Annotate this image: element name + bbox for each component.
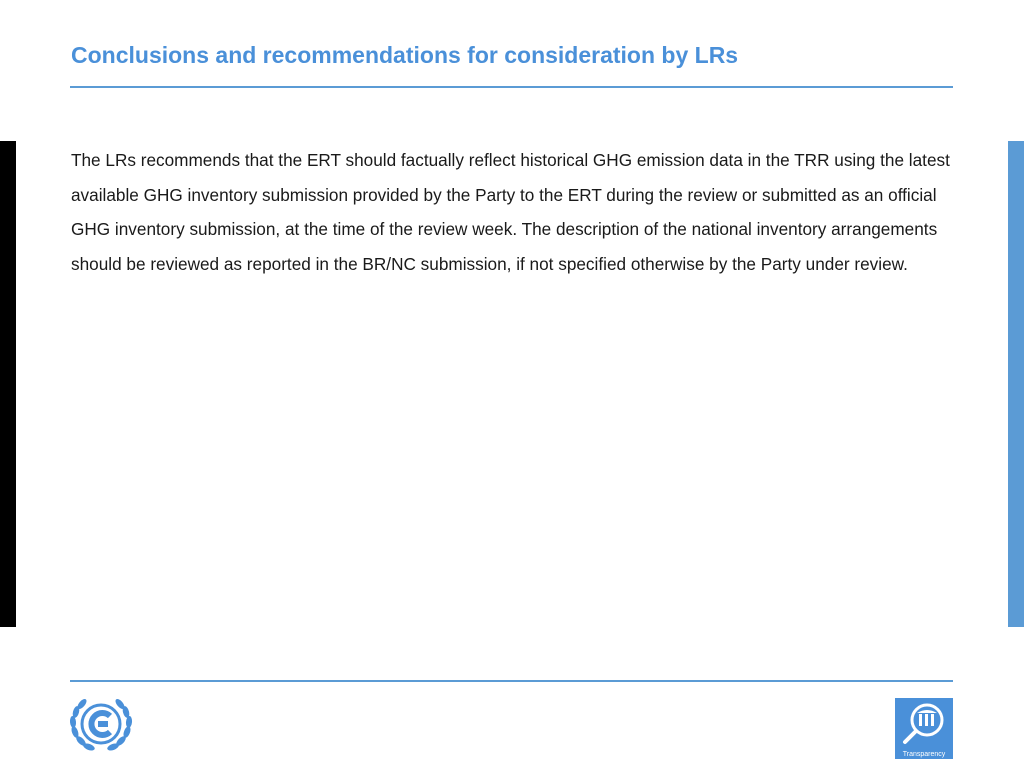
footer-divider [70, 680, 953, 682]
title-divider [70, 86, 953, 88]
slide-title: Conclusions and recommendations for consideration by LRs [71, 42, 739, 68]
right-accent-bar [1008, 141, 1024, 627]
transparency-logo-label: Transparency [902, 751, 946, 758]
left-accent-bar [0, 141, 16, 627]
body-paragraph: The LRs recommends that the ERT should factually reflect historical GHG emission data in the TRR using the latest available GHG inventory submission provided by the Party to the ERT during the review or submitted as an official GHG inventory submission, at the time of the review week. The description of the national inventory arrangements should be reviewed as reported in the BR/NC submission, if not specified otherwise by the Party under review. [71, 150, 950, 274]
transparency-magnifier-icon [895, 698, 953, 748]
unfccc-emblem-icon [66, 694, 136, 756]
transparency-logo [895, 698, 953, 759]
